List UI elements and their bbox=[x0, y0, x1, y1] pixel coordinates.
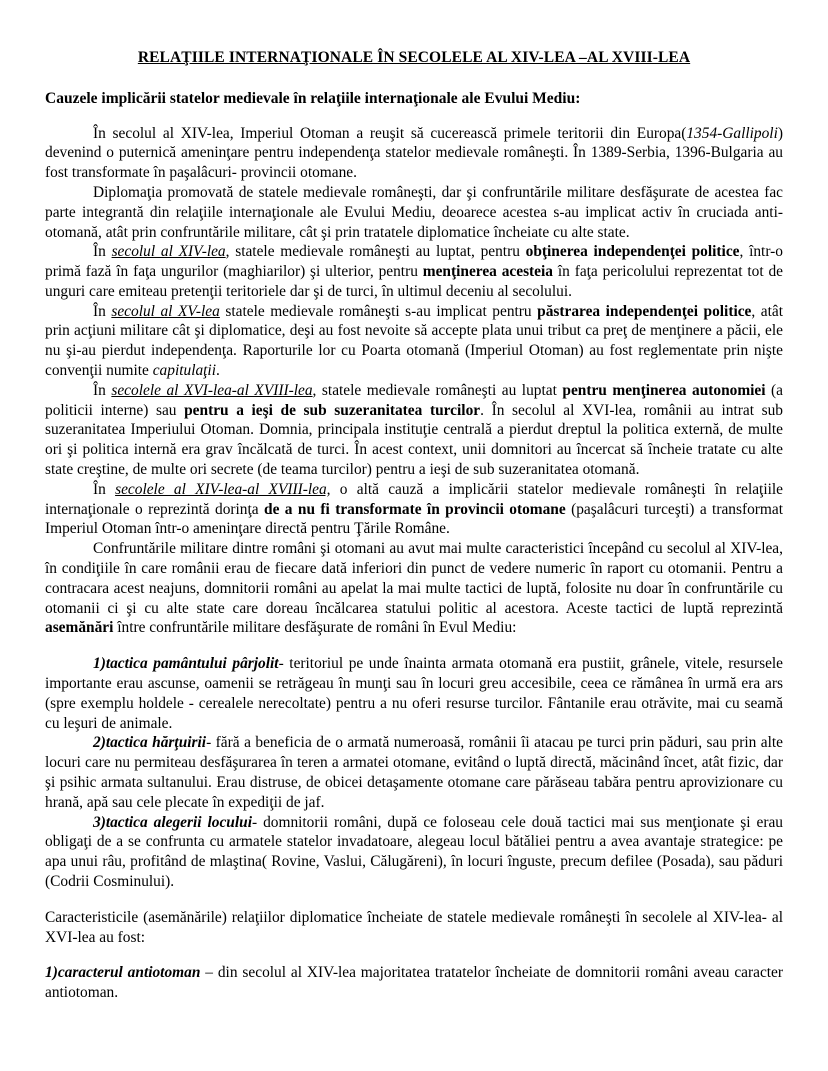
p1-segment-a: În secolul al XIV-lea, Imperiul Otoman a reuşit să cucerească primele teritorii din Europa( bbox=[93, 124, 687, 142]
tactic-item-1 bbox=[45, 654, 783, 733]
p4-segment-c: statele medievale româneşti s-au implicat pentru bbox=[219, 302, 538, 320]
p4-segment-f-italic: capitulaţii bbox=[152, 362, 216, 380]
section-lede-bold: Cauzele implicării statelor medievale în relaţiile internaţionale ale Evului Mediu bbox=[45, 90, 576, 108]
paragraph-4 bbox=[45, 302, 783, 381]
p6-segment-c: o altă cauză a implicării statelor medievale româneşti în relaţiile internaţionale o reprezintă dorinţa bbox=[45, 480, 783, 518]
paragraph-5 bbox=[45, 381, 783, 480]
p3-segment-a: În bbox=[93, 243, 112, 261]
p1-segment-b-italic: 1354-Gallipoli bbox=[686, 124, 778, 142]
page-title-text: RELAŢIILE INTERNAŢIONALE ÎN SECOLELE AL XIV-LEA –AL XVIII-LEA bbox=[137, 49, 691, 66]
tactic-3-text: - domnitorii români, după ce foloseau cele două tactici mai sus menţionate şi erau obligaţi de a se confrunta cu armatele statelor invadatoare, alegeau locul bătăliei pentru a avea avantaje strategice: pe apa unui râu, profitând de mlaştina( Rovine, Vaslui, Călugăreni), în locuri înguste, precum defilee (Posada), sau păduri (Codrii Cosminului). bbox=[45, 813, 783, 890]
p2-segment-a: Diplomaţia promovată de statele medievale româneşti, dar şi confruntările militare desfăşurate de acestea fac parte integrantă din relaţiile internaţionale ale Evului Mediu, deoarece acestea s-au implicat activ în cruciada anti-otomană, atât prin confruntările militare, cât şi prin tratatele diplomatice încheiate cu alte state. bbox=[45, 183, 783, 241]
tactic-3-label: 3)tactica alegerii locului bbox=[93, 813, 252, 831]
p6-segment-d-bold: de a nu fi transformate în provincii otomane bbox=[264, 500, 566, 518]
p4-segment-g: . bbox=[216, 362, 220, 380]
p5-segment-f-bold: pentru a ieşi de sub suzeranitatea turcilor bbox=[184, 401, 481, 419]
p7-segment-c: între confruntările militare desfăşurate de români în Evul Mediu: bbox=[113, 619, 517, 637]
trait-item-1 bbox=[45, 963, 783, 1003]
p1-segment-c: ) devenind o puternică ameninţare pentru independenţa statelor medievale româneşti. În 1389-Serbia, 1396-Bulgaria au fost transformate în paşalâcuri- provincii otomane. bbox=[45, 124, 783, 182]
p3-segment-f-bold: menţinerea acesteia bbox=[422, 263, 553, 281]
tactic-item-2 bbox=[45, 733, 783, 812]
tactic-1-text: - teritoriul pe unde înainta armata otomană era pustiit, grânele, vitele, resursele importante erau ascunse, oamenii se retrăgeau în munţi sau în locuri greu accesibile, ceea ce rămânea în urmă era ars (spre exemplu holdele - cerealele nerecoltate) pentru a nu oferi resurse turcilor. Fântanile erau otrăvite, mai cu seamă cu leşuri de animale. bbox=[45, 655, 784, 732]
p3-segment-c: , statele medievale româneşti au luptat, pentru bbox=[225, 243, 526, 261]
p5-segment-c: , statele medievale româneşti au luptat bbox=[312, 381, 563, 399]
tactic-2-text: - fără a beneficia de o armată numeroasă, românii îi atacau pe turci prin păduri, sau prin alte locuri care nu permiteau desfăşurarea în teren a armatei otomane, evitând o luptă directă, măcinând încet, atât fizic, dar şi psihic armata sultanului. Erau distruse, de obicei detaşamente otomane care părăseau tabăra pentru aprovizionare cu hrană, apă sau cele plecate în expediţii de jaf. bbox=[45, 734, 783, 811]
p4-segment-b-century: secolul al XV-lea bbox=[111, 302, 220, 320]
paragraph-7 bbox=[45, 539, 783, 638]
p5-segment-e: (a politicii interne) sau bbox=[45, 381, 784, 419]
section-lede bbox=[45, 89, 783, 109]
tactic-item-3 bbox=[45, 813, 783, 892]
p3-segment-b-century: secolul al XIV-lea bbox=[111, 243, 226, 261]
section-lede-colon: : bbox=[575, 90, 581, 108]
tactic-2-label: 2)tactica hărţuirii bbox=[93, 734, 207, 752]
paragraph-6 bbox=[45, 480, 783, 539]
trait-1-text: – din secolul al XIV-lea majoritatea tratatelor încheiate de domnitorii români aveau caracter antiotoman. bbox=[45, 964, 784, 1002]
p3-segment-d-bold: obţinerea independenţei politice bbox=[525, 243, 740, 261]
p5-segment-b-century: secolele al XVI-lea-al XVIII-lea bbox=[111, 381, 313, 399]
paragraph-1 bbox=[45, 124, 783, 183]
p4-segment-e: , atât prin acţiuni militare cât şi diplomatice, deşi au fost nevoite să accepte plata unui tribut ca preţ de menţinere a păcii, ele nu şi-au pierdut independenţa. Raporturile lor cu Poarta otomană (Imperiul Otoman) au fost reglementate prin nişte convenţii numite bbox=[45, 302, 783, 380]
page-title bbox=[45, 48, 783, 67]
spacer-before-traits bbox=[45, 947, 783, 963]
p7-segment-a: Confruntările militare dintre români şi otomani au avut mai multe caracteristici începând cu secolul al XIV-lea, în condiţiile în care românii erau de fiecare dată inferiori din punct de vedere numeric în raport cu otomanii. Pentru a contracara acest neajuns, domnitorii români au apelat la mai multe tactici de luptă, folosite nu doar în confruntările cu otomanii ci şi cu alte state care doreau încălcarea statului politic al acestora. Aceste tactici de luptă reprezintă bbox=[45, 540, 783, 617]
p6-segment-e: (paşalâcuri turceşti) a transformat Imperiul Otoman într-o ameninţare directă pentru Ţările Române. bbox=[45, 500, 783, 538]
p6-segment-a: În bbox=[93, 480, 116, 498]
p5-segment-g: . În secolul al XVI-lea, românii au intrat sub suzeranitatea Imperiului Otoman. Domnia, principala instituţie centrală a pierdut dreptul la politica externă, de multe ori şi politica internă era grav încălcată de turci. În acest context, unii domnitori au încercat să încheie tratate cu alte state creştine, de multe ori secrete (de teama turcilor) pentru a ieşi de sub suzeranitatea otomană. bbox=[45, 401, 783, 479]
paragraph-8 bbox=[45, 908, 783, 948]
p4-segment-a: În bbox=[93, 302, 112, 320]
p8-segment-a: Caracteristicile (asemănările) relaţiilor diplomatice încheiate de statele medievale româneşti în secolele al XIV-lea- al XVI-lea au fost: bbox=[45, 908, 783, 946]
p3-segment-e: , într-o primă fază în faţa ungurilor (maghiarilor) şi ulterior, pentru bbox=[45, 243, 783, 281]
paragraph-2 bbox=[45, 183, 783, 242]
spacer-before-tactics bbox=[45, 638, 783, 654]
tactic-1-label: 1)tactica pamântului pârjolit bbox=[93, 655, 279, 673]
spacer-before-diplomacy bbox=[45, 892, 783, 908]
p4-segment-d-bold: păstrarea independenţei politice bbox=[537, 302, 752, 320]
p3-segment-g: în faţa pericolului reprezentat tot de unguri care emiteau pretenţii teritoriele dar şi de turci, în ultimul deceniu al secolului. bbox=[45, 263, 784, 300]
p6-segment-b-century: secolele al XIV-lea-al XVIII-lea, bbox=[115, 480, 331, 498]
p7-segment-b-bold: asemănări bbox=[45, 619, 114, 637]
paragraph-3 bbox=[45, 242, 783, 301]
p5-segment-d-bold: pentru menţinerea autonomiei bbox=[562, 381, 766, 399]
p5-segment-a: În bbox=[93, 381, 112, 399]
trait-1-label: 1)caracterul antiotoman bbox=[45, 964, 201, 982]
